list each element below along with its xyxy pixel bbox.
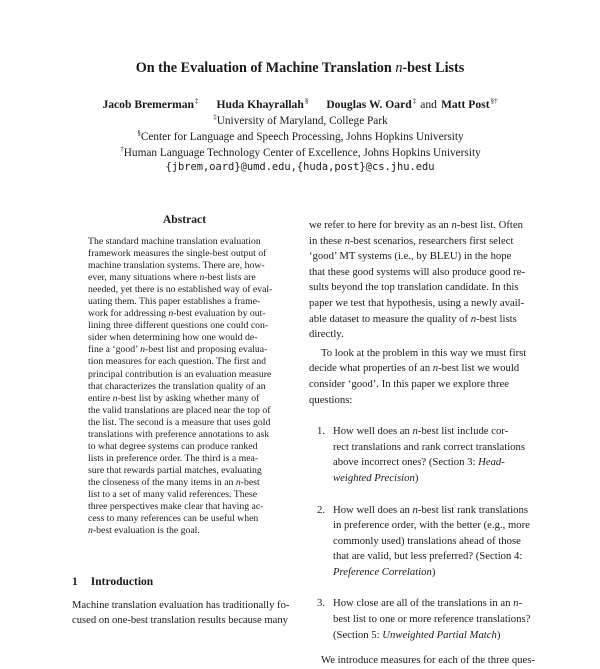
text-line: the valid translations are placed near the top of bbox=[88, 404, 271, 416]
author-mark: ‡ bbox=[412, 97, 417, 105]
affiliation bbox=[0, 129, 600, 143]
text-line: n-best evaluation is the goal. bbox=[88, 525, 200, 537]
author-name: Douglas W. Oard bbox=[326, 98, 412, 111]
text-line: sults beyond the top translation candidate. In this bbox=[309, 281, 519, 294]
title-main: On the Evaluation of Machine Translation bbox=[135, 60, 396, 76]
text-line: that are valid, but less preferred? (Section 4: bbox=[333, 550, 523, 563]
question-number: 3. bbox=[317, 597, 326, 610]
text-line: that these good systems will also produce good re- bbox=[309, 265, 526, 278]
text-line: above incorrect ones? (Section 3: Head- bbox=[333, 456, 505, 469]
text-line: consider ‘good’. In this paper we explore three bbox=[309, 377, 510, 390]
section-heading bbox=[72, 576, 153, 588]
question-item bbox=[309, 424, 531, 486]
text-line: able dataset to measure the quality of n-best lists bbox=[309, 312, 517, 325]
question-item bbox=[309, 503, 531, 581]
text-line: The standard machine translation evaluation bbox=[88, 236, 261, 247]
title-n: n bbox=[395, 60, 403, 76]
author-name: Matt Post bbox=[440, 98, 490, 111]
text-line: in these n-best scenarios, researchers first select bbox=[309, 234, 514, 247]
paragraph bbox=[309, 346, 531, 408]
text-line: cused on one-best translation results because many bbox=[72, 614, 288, 626]
title-rest: -best Lists bbox=[402, 60, 465, 76]
affiliation-mark: † bbox=[120, 145, 124, 153]
abstract-heading: Abstract bbox=[162, 213, 207, 226]
text-line: three perspectives make clear that having ac- bbox=[88, 501, 264, 513]
text-line: How well does an n-best list rank translations bbox=[333, 503, 529, 516]
text-line: uating them. This paper establishes a frame- bbox=[88, 296, 261, 308]
question-number: 1. bbox=[317, 425, 326, 438]
text-line: decide what properties of an n-best list we would bbox=[309, 362, 520, 375]
text-line: sure that rewards partial matches, evaluating bbox=[88, 464, 262, 476]
text-line: fine a ‘good’ n-best list and proposing evalua- bbox=[88, 344, 268, 356]
affiliation-mark: ‡ bbox=[213, 113, 217, 121]
text-line: that characterizes the translation quality of an bbox=[88, 380, 266, 392]
question-number: 2. bbox=[317, 503, 326, 516]
text-line: Preference Correlation) bbox=[333, 565, 436, 578]
text-line: directly. bbox=[309, 328, 344, 341]
author-mark: § bbox=[304, 97, 309, 105]
text-line: commonly used) translations ahead of those bbox=[333, 534, 521, 547]
author-list bbox=[0, 97, 600, 111]
text-line: ever, many situations where n-best lists are bbox=[88, 272, 256, 284]
affiliation-mark: § bbox=[137, 129, 141, 137]
abstract-body bbox=[88, 236, 282, 537]
affiliation-text: Human Language Technology Center of Excellence, Johns Hopkins University bbox=[123, 147, 481, 159]
author-emails: {jbrem,oard}@umd.edu,{huda,post}@cs.jhu.edu bbox=[165, 161, 435, 173]
text-line: needed, yet there is no established way of eval- bbox=[88, 284, 273, 296]
text-line: best list to one or more reference translations? bbox=[333, 613, 531, 626]
authors-and: and bbox=[420, 98, 437, 111]
text-line: principal contribution is an evaluation measure bbox=[88, 368, 272, 380]
text-line: rect translations and rank correct translations bbox=[333, 440, 526, 453]
text-line: the list. The second is a measure that uses gold bbox=[88, 416, 271, 428]
right-column bbox=[309, 218, 535, 669]
author-name: Jacob Bremerman bbox=[102, 98, 194, 111]
affiliation-text: University of Maryland, College Park bbox=[216, 115, 388, 127]
text-line: Machine translation evaluation has traditionally fo- bbox=[72, 600, 290, 611]
intro-body bbox=[72, 599, 296, 628]
text-line: questions: bbox=[309, 393, 353, 406]
text-line: we refer to here for brevity as an n-best list. Often bbox=[309, 219, 523, 231]
text-line: entire n-best list by asking whether many of bbox=[88, 392, 260, 404]
text-line: tion measures for each question. The first and bbox=[88, 356, 266, 368]
paragraph bbox=[309, 218, 531, 343]
text-line: to what degree systems can produce ranked bbox=[88, 440, 258, 452]
text-line: weighted Precision) bbox=[333, 471, 419, 484]
text-line: work for addressing n-best evaluation by out- bbox=[88, 308, 266, 320]
text-line: cess to many references can be useful when bbox=[88, 513, 259, 525]
affiliation bbox=[0, 145, 600, 159]
text-line: ‘good’ MT systems (i.e., by BLEU) in the hope bbox=[309, 250, 512, 263]
text-line: lists in preference order. The third is a mea- bbox=[88, 452, 259, 464]
author-mark: §† bbox=[490, 97, 498, 105]
paper-title bbox=[0, 60, 600, 77]
text-line: How close are all of the translations in an n- bbox=[333, 597, 523, 610]
affiliation-text: Center for Language and Speech Processing, Johns Hopkins University bbox=[140, 131, 464, 143]
text-line: in preference order, with the better (e.g., more bbox=[333, 519, 530, 532]
affiliation bbox=[0, 113, 600, 127]
section-number: 1 bbox=[72, 576, 78, 588]
text-line: list to a set of many valid references. These bbox=[88, 488, 258, 500]
text-line: the closeness of the many items in an n-best bbox=[88, 476, 260, 488]
paragraph-line: We introduce measures for each of the three ques- bbox=[321, 654, 535, 667]
text-line: To look at the problem in this way we must first bbox=[321, 346, 527, 359]
question-list bbox=[309, 424, 531, 643]
text-line: (Section 5: Unweighted Partial Match) bbox=[333, 628, 501, 641]
text-line: How well does an n-best list include cor- bbox=[333, 425, 509, 438]
text-line: framework measures the single-best output of bbox=[88, 248, 267, 260]
section-title: Introduction bbox=[90, 576, 154, 588]
text-line: machine translation systems. There are, how- bbox=[88, 260, 265, 272]
text-line: sider when determining how one would de- bbox=[88, 332, 258, 344]
author-mark: ‡ bbox=[195, 97, 199, 105]
question-item bbox=[309, 596, 531, 643]
text-line: lining three different questions one could con- bbox=[88, 320, 269, 332]
text-line: paper we test that hypothesis, using a newly avail- bbox=[309, 296, 525, 309]
author-name: Huda Khayrallah bbox=[216, 98, 304, 111]
text-line: translations with preference annotations to ask bbox=[88, 428, 270, 440]
